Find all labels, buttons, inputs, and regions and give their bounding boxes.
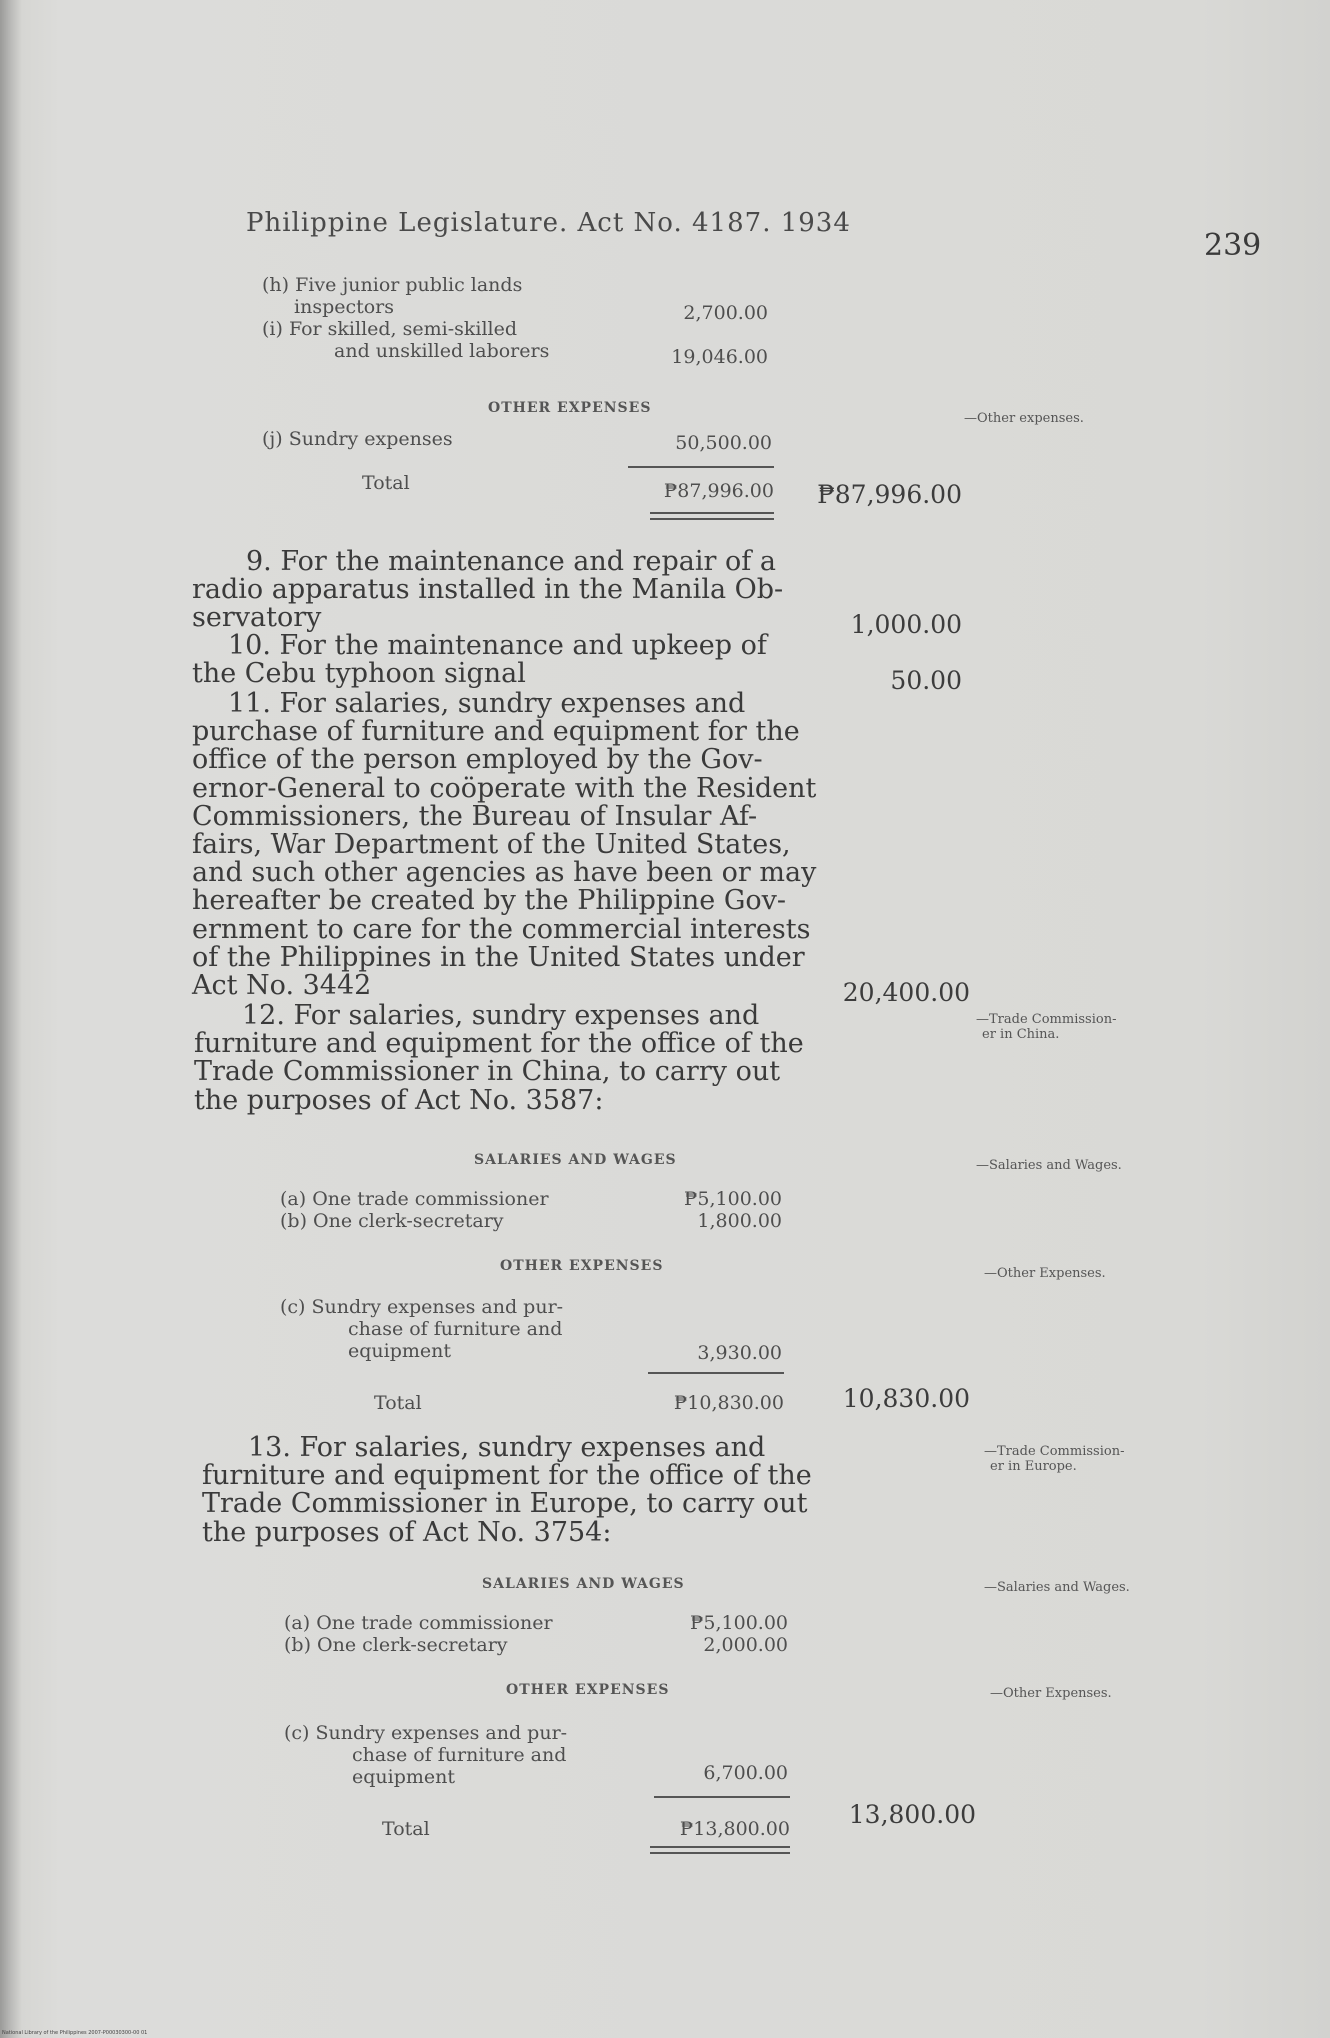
item-h-amount: 2,700.00: [683, 302, 768, 324]
running-title: Philippine Legislature. Act No. 4187. 1934: [246, 208, 851, 238]
para-12-salaries-note: —Salaries and Wages.: [976, 1158, 1122, 1173]
scan-credit: National Library of the Philippines 2007-P00030300-00 01: [2, 2030, 148, 2036]
para-13-item-c-line: (c) Sundry expenses and pur-: [284, 1722, 568, 1744]
para-12-other-note: —Other Expenses.: [984, 1266, 1106, 1281]
para-13-item-a-amount: ₱5,100.00: [689, 1612, 788, 1634]
para-9-amount: 1,000.00: [850, 610, 962, 639]
para-13-item-c: [284, 1722, 567, 1788]
para-13-item-c-line: equipment: [352, 1766, 456, 1788]
para-13-line: the purposes of Act No. 3754:: [202, 1516, 612, 1548]
para-12-note-line: —Trade Commission-: [976, 1012, 1117, 1027]
para-13-note-line: er in Europe.: [990, 1459, 1077, 1474]
total-column: ₱87,996.00: [817, 480, 962, 509]
para-12-total-amount: ₱10,830.00: [673, 1392, 784, 1414]
para-12-item-c-line: equipment: [348, 1340, 452, 1362]
para-11-line: purchase of furniture and equipment for the: [192, 716, 800, 748]
para-13-note-line: —Trade Commission-: [984, 1444, 1125, 1459]
para-10-line: the Cebu typhoon signal: [192, 658, 526, 690]
para-13-line: Trade Commissioner in Europe, to carry out: [202, 1488, 808, 1520]
item-i-line2: and unskilled laborers: [334, 340, 550, 362]
para-13-total-label: Total: [382, 1818, 430, 1840]
para-12-line: 12. For salaries, sundry expenses and: [242, 1000, 760, 1031]
para-13-item-a: (a) One trade commissioner: [284, 1612, 553, 1634]
para-13-salaries-heading: SALARIES AND WAGES: [482, 1576, 685, 1592]
para-10: [192, 632, 767, 688]
para-9: [192, 548, 783, 633]
para-11: [192, 690, 816, 1000]
para-12-note: [976, 1012, 1116, 1042]
item-i-line1: (i) For skilled, semi-skilled: [262, 318, 518, 340]
other-expenses-note: —Other expenses.: [964, 411, 1084, 426]
para-13-other-note: —Other Expenses.: [990, 1686, 1112, 1701]
para-11-line: and such other agencies as have been or may: [192, 857, 817, 889]
para-9-line: 9. For the maintenance and repair of a: [246, 546, 776, 577]
para-12-item-c-line: (c) Sundry expenses and pur-: [280, 1296, 564, 1318]
para-12-item-a-amount: ₱5,100.00: [683, 1188, 782, 1210]
para-12-item-c-line: chase of furniture and: [348, 1318, 563, 1340]
para-11-line: Commissioners, the Bureau of Insular Af-: [192, 800, 758, 832]
para-11-line: hereafter be created by the Philippine Gov-: [192, 885, 787, 917]
para-12-item-c-amount: 3,930.00: [697, 1342, 782, 1364]
para-13-item-b: (b) One clerk-secretary: [284, 1634, 508, 1656]
other-expenses-heading: OTHER EXPENSES: [488, 400, 652, 416]
para-12-total-column: 10,830.00: [842, 1384, 970, 1413]
para-13-line: furniture and equipment for the office of the: [202, 1460, 812, 1492]
para-11-amount: 20,400.00: [842, 978, 970, 1007]
total-label: Total: [362, 472, 410, 494]
para-10-line: 10. For the maintenance and upkeep of: [228, 630, 767, 661]
para-13-item-b-amount: 2,000.00: [703, 1634, 788, 1656]
para-12: [194, 1002, 804, 1115]
para-13-double-rule-2: [650, 1852, 790, 1854]
total-double-rule-1: [650, 512, 774, 514]
para-12-line: the purposes of Act No. 3587:: [194, 1084, 604, 1116]
para-13-total-column: 13,800.00: [848, 1800, 976, 1829]
para-12-item-a: (a) One trade commissioner: [280, 1188, 549, 1210]
para-11-line: office of the person employed by the Gov-: [192, 744, 763, 776]
item-h-line2: inspectors: [294, 296, 395, 318]
para-13-note: [984, 1444, 1124, 1474]
para-12-salaries-heading: SALARIES AND WAGES: [474, 1152, 677, 1168]
para-9-line: servatory: [192, 602, 322, 634]
para-13-other-heading: OTHER EXPENSES: [506, 1682, 670, 1698]
para-13-subtotal-rule: [654, 1796, 790, 1798]
para-11-line: Act No. 3442: [192, 970, 372, 1002]
para-9-line: radio apparatus installed in the Manila Ob-: [192, 574, 784, 606]
item-h-line1: (h) Five junior public lands: [262, 274, 523, 296]
item-i-amount: 19,046.00: [671, 346, 768, 368]
para-12-other-heading: OTHER EXPENSES: [500, 1258, 664, 1274]
subtotal-rule: [628, 466, 774, 468]
para-11-line: of the Philippines in the United States under: [192, 941, 805, 973]
para-12-item-c: [280, 1296, 563, 1362]
para-13: [202, 1434, 812, 1547]
para-13-total-amount: ₱13,800.00: [679, 1818, 790, 1840]
total-amount: ₱87,996.00: [663, 480, 774, 502]
para-13-item-c-amount: 6,700.00: [703, 1762, 788, 1784]
para-13-salaries-note: —Salaries and Wages.: [984, 1580, 1130, 1595]
para-12-total-label: Total: [374, 1392, 422, 1414]
para-13-double-rule-1: [650, 1846, 790, 1848]
para-12-line: furniture and equipment for the office of the: [194, 1028, 804, 1060]
para-12-line: Trade Commissioner in China, to carry out: [194, 1056, 781, 1088]
para-12-item-b-amount: 1,800.00: [697, 1210, 782, 1232]
item-j-amount: 50,500.00: [675, 432, 772, 454]
item-j-line: (j) Sundry expenses: [262, 428, 453, 450]
para-12-note-line: er in China.: [982, 1027, 1060, 1042]
para-12-subtotal-rule: [648, 1372, 784, 1374]
page-number: 239: [1204, 228, 1262, 263]
para-10-amount: 50.00: [890, 666, 962, 695]
para-13-line: 13. For salaries, sundry expenses and: [248, 1432, 766, 1463]
para-11-line: ernor-General to coöperate with the Resident: [192, 772, 817, 804]
para-13-item-c-line: chase of furniture and: [352, 1744, 567, 1766]
para-11-line: ernment to care for the commercial interests: [192, 913, 811, 945]
total-double-rule-2: [650, 518, 774, 520]
para-11-line: fairs, War Department of the United States,: [192, 829, 791, 861]
para-11-line: 11. For salaries, sundry expenses and: [228, 688, 746, 719]
para-12-item-b: (b) One clerk-secretary: [280, 1210, 504, 1232]
